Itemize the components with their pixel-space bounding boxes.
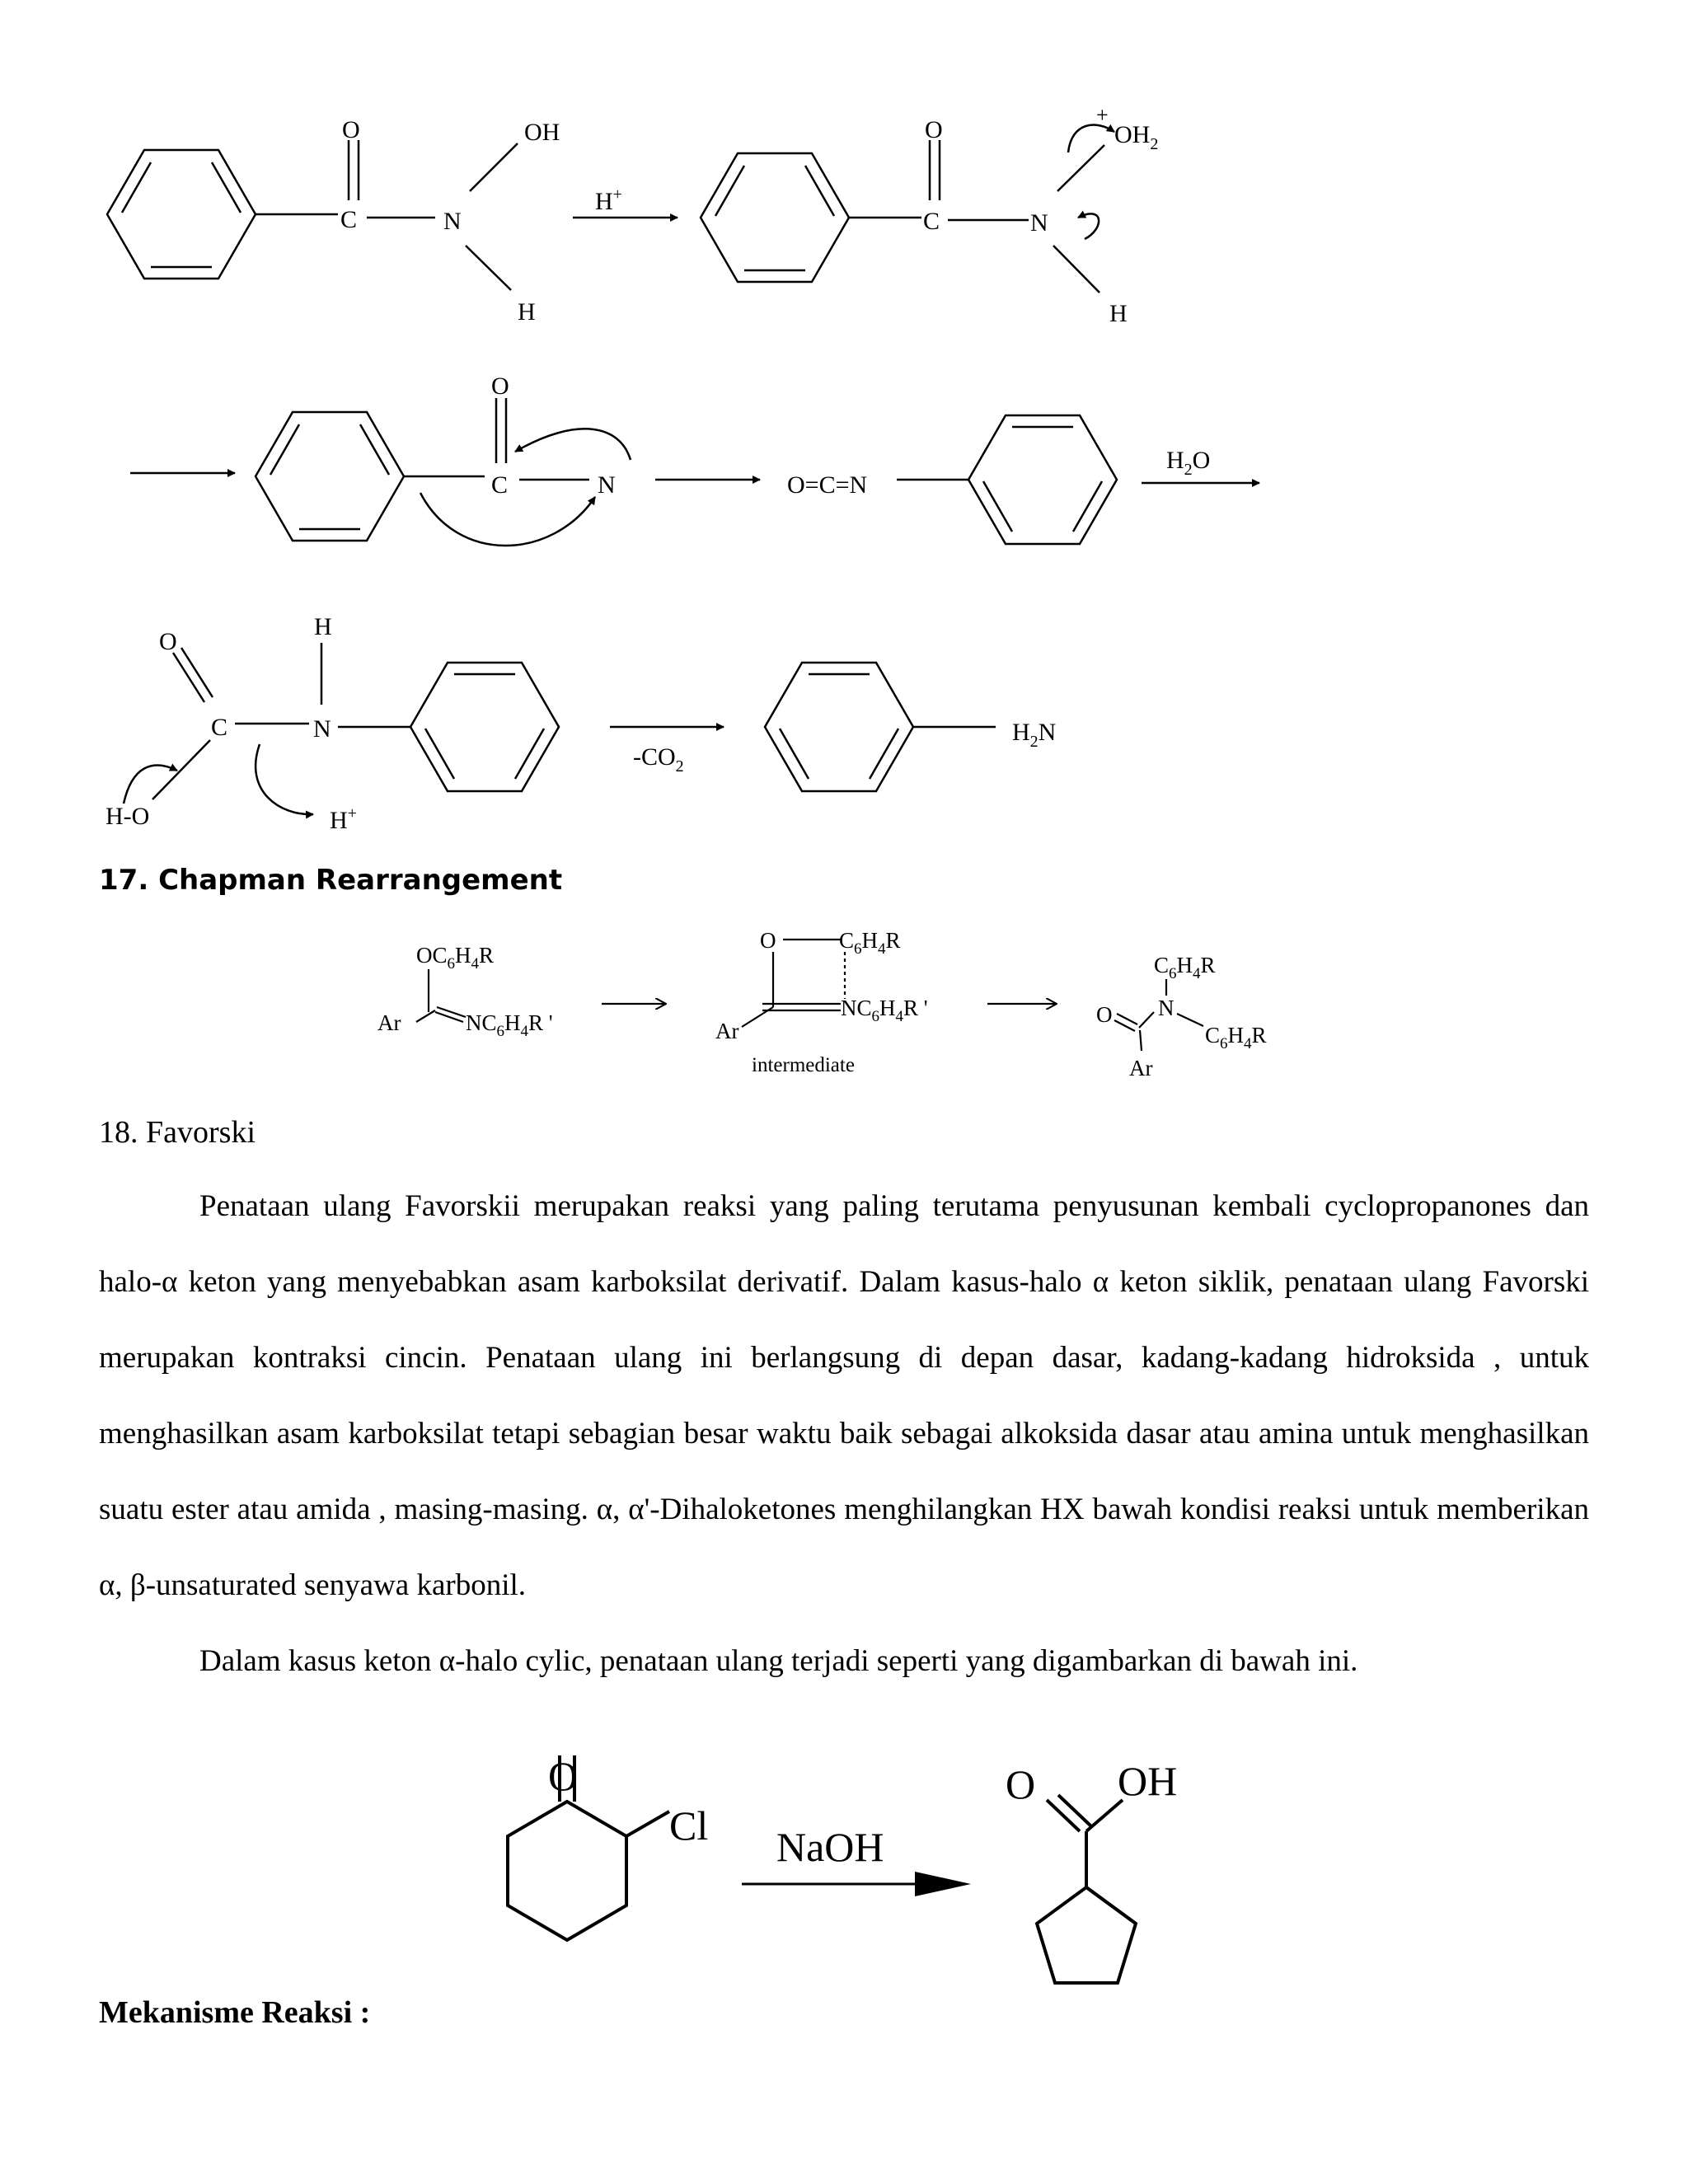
label-minus-CO2: $-CO_2$ (633, 743, 684, 776)
benzene-ring (765, 663, 913, 791)
chapman-product-ar: Ar (1129, 1056, 1153, 1080)
section-heading-favorski: 18. Favorski (99, 1115, 256, 1150)
atom-O: O (491, 373, 509, 400)
atom-N: N (598, 471, 616, 499)
chapman-intermediate-O: O (760, 928, 776, 953)
chapman-intermediate-right-label: $NC_6H_4R$ ' (841, 996, 928, 1025)
atom-O: O (159, 628, 177, 655)
chapman-reactant-top-label: $OC_6H_4R$ (416, 943, 495, 972)
chapman-reactant-right-label: $NC_6H_4R$ ' (466, 1010, 553, 1040)
atom-H: H (314, 613, 332, 640)
favorski-reactant-O: O (548, 1753, 579, 1799)
benzene-ring (701, 153, 849, 282)
label-H-plus: H+ (595, 185, 622, 215)
atom-C: C (923, 208, 940, 235)
label-plus: + (1096, 103, 1109, 127)
section-heading-chapman: 17. Chapman Rearrangement (99, 864, 563, 897)
atom-N: N (1030, 209, 1048, 237)
chapman-product-N: N (1158, 996, 1175, 1020)
atom-O: O (342, 116, 360, 143)
chapman-product-right-label: $C_6H_4R$ (1205, 1023, 1267, 1052)
label-H2O: $H_2O$ (1166, 447, 1211, 479)
chapman-product-top-label: $C_6H_4R$ (1154, 953, 1216, 982)
favorski-product-O: O (1006, 1761, 1036, 1807)
atom-H: H (518, 298, 536, 326)
atom-C: C (211, 714, 228, 741)
label-H-plus: H+ (330, 804, 357, 834)
benzene-ring (107, 150, 256, 279)
favorski-reactant-Cl: Cl (669, 1802, 709, 1849)
favorski-paragraph-1: Penataan ulang Favorskii merupakan reaksi yang paling terutama penyusunan kembali cyclopropanones dan halo-α keton yang menyebabkan asam karboksilat derivatif. Dalam kasus-halo α keton siklik, penataan ulang Favorski merupakan kontraksi cincin. Penataan ulang ini berlangsung di depan dasar, kadang-kadang hidroksida , untuk menghasilkan asam karboksilat tetapi sebagian besar waktu baik sebagai alkoksida dasar atau amina untuk menghasilkan suatu ester atau amida , masing-masing. α, α'-Dihaloketones menghilangkan HX bawah kondisi reaksi untuk memberikan α, β-unsaturated senyawa karbonil. (99, 1189, 1589, 1602)
label-H2N: $H_2N$ (1012, 719, 1057, 751)
label-OH2: $OH_2$ (1114, 121, 1159, 153)
benzene-ring (256, 412, 404, 541)
section-heading-mekanisme: Mekanisme Reaksi : (99, 1995, 371, 2030)
chapman-product-O: O (1096, 1002, 1113, 1027)
atom-H: H (1109, 300, 1128, 327)
chapman-intermediate-caption: intermediate (752, 1054, 855, 1076)
chapman-intermediate-top-label: $C_6H_4R$ (839, 928, 901, 958)
label-HO: H-O (106, 803, 150, 830)
label-isocyanate: O=C=N (787, 471, 868, 499)
atom-C: C (491, 471, 509, 499)
label-OH: OH (524, 119, 560, 146)
favorski-product-OH: OH (1118, 1758, 1178, 1804)
atom-N: N (443, 208, 462, 235)
favorski-reagent-NaOH: NaOH (776, 1824, 884, 1870)
atom-O: O (925, 116, 943, 143)
favorski-paragraph-2: Dalam kasus keton α-halo cylic, penataan ulang terjadi seperti yang digambarkan di bawah ini. (199, 1644, 1358, 1678)
atom-C: C (340, 206, 358, 233)
benzene-ring (410, 663, 559, 791)
chapman-intermediate-ar: Ar (715, 1019, 739, 1043)
atom-N: N (313, 715, 331, 743)
benzene-ring (968, 415, 1117, 544)
chapman-reactant-ar: Ar (377, 1010, 401, 1035)
